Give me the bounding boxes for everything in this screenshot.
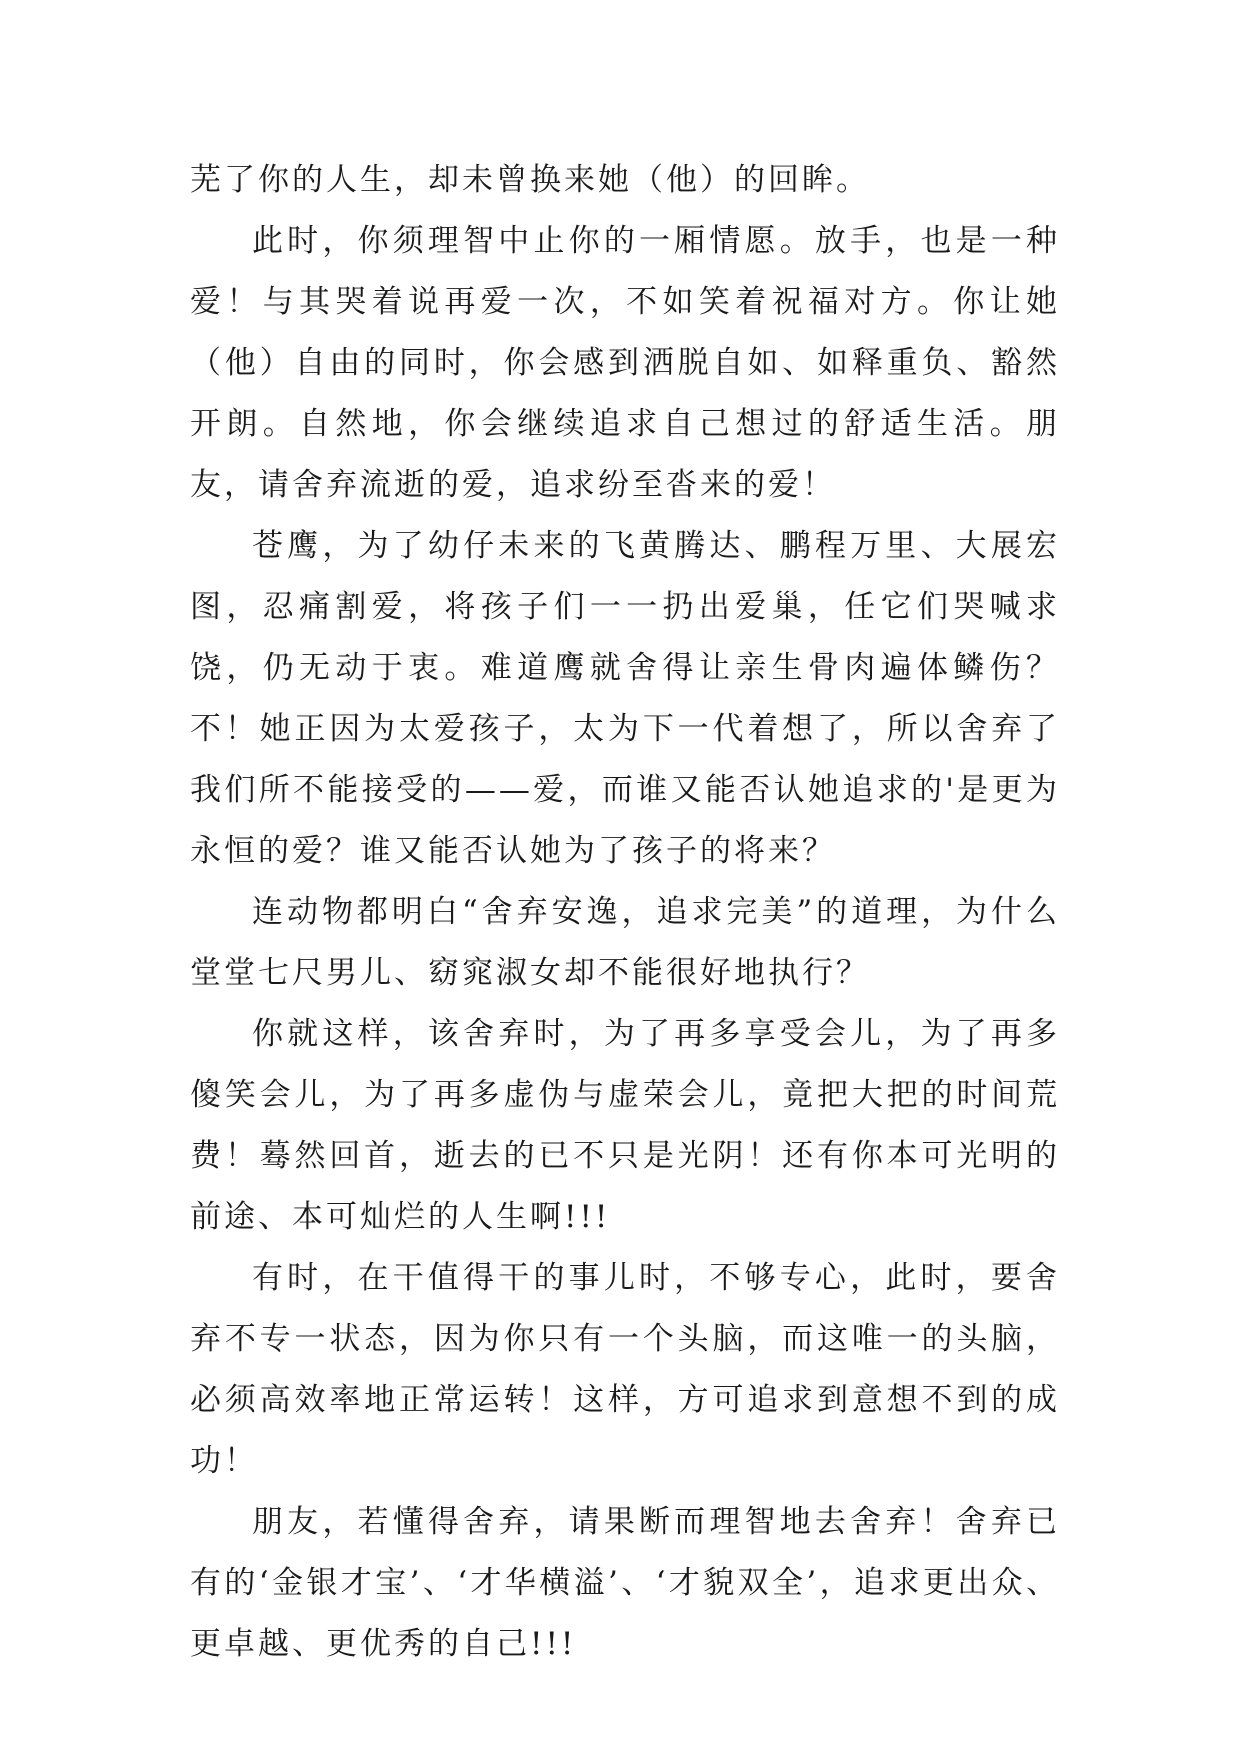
paragraph-conclusion: 朋友，若懂得舍弃，请果断而理智地去舍弃！舍弃已有的‘金银才宝’、‘才华横溢’、‘才貌双全’，追求更出众、更卓越、更优秀的自己!!! xyxy=(190,1504,1060,1662)
paragraph-wasted-time: 你就这样，该舍弃时，为了再多享受会儿，为了再多傻笑会儿，为了再多虚伪与虚荣会儿，竟把大把的时间荒费！蓦然回首，逝去的已不只是光阴！还有你本可光明的前途、本可灿烂的人生啊!!! xyxy=(190,1016,1060,1235)
paragraph-eagle: 苍鹰，为了幼仔未来的飞黄腾达、鹏程万里、大展宏图，忍痛割爱，将孩子们一一扔出爱巢，任它们哭喊求饶，仍无动于衷。难道鹰就舍得让亲生骨肉遍体鳞伤？不！她正因为太爱孩子，太为下一代着想了，所以舍弃了我们所不能接受的——爱，而谁又能否认她追求的'是更为永恒的爱？谁又能否认她为了孩子的将来？ xyxy=(190,528,1060,869)
paragraph-focus: 有时，在干值得干的事儿时，不够专心，此时，要舍弃不专一状态，因为你只有一个头脑，而这唯一的头脑，必须高效率地正常运转！这样，方可追求到意想不到的成功！ xyxy=(190,1260,1060,1479)
paragraph-animals: 连动物都明白“舍弃安逸，追求完美”的道理，为什么堂堂七尺男儿、窈窕淑女却不能很好地执行？ xyxy=(190,894,1060,991)
essay-body xyxy=(190,150,1060,1675)
paragraph-let-go: 此时，你须理智中止你的一厢情愿。放手，也是一种爱！与其哭着说再爱一次，不如笑着祝福对方。你让她（他）自由的同时，你会感到洒脱自如、如释重负、豁然开朗。自然地，你会继续追求自己想过的舒适生活。朋友，请舍弃流逝的爱，追求纷至沓来的爱！ xyxy=(190,223,1060,503)
paragraph-continuation: 芜了你的人生，却未曾换来她（他）的回眸。 xyxy=(190,162,870,198)
